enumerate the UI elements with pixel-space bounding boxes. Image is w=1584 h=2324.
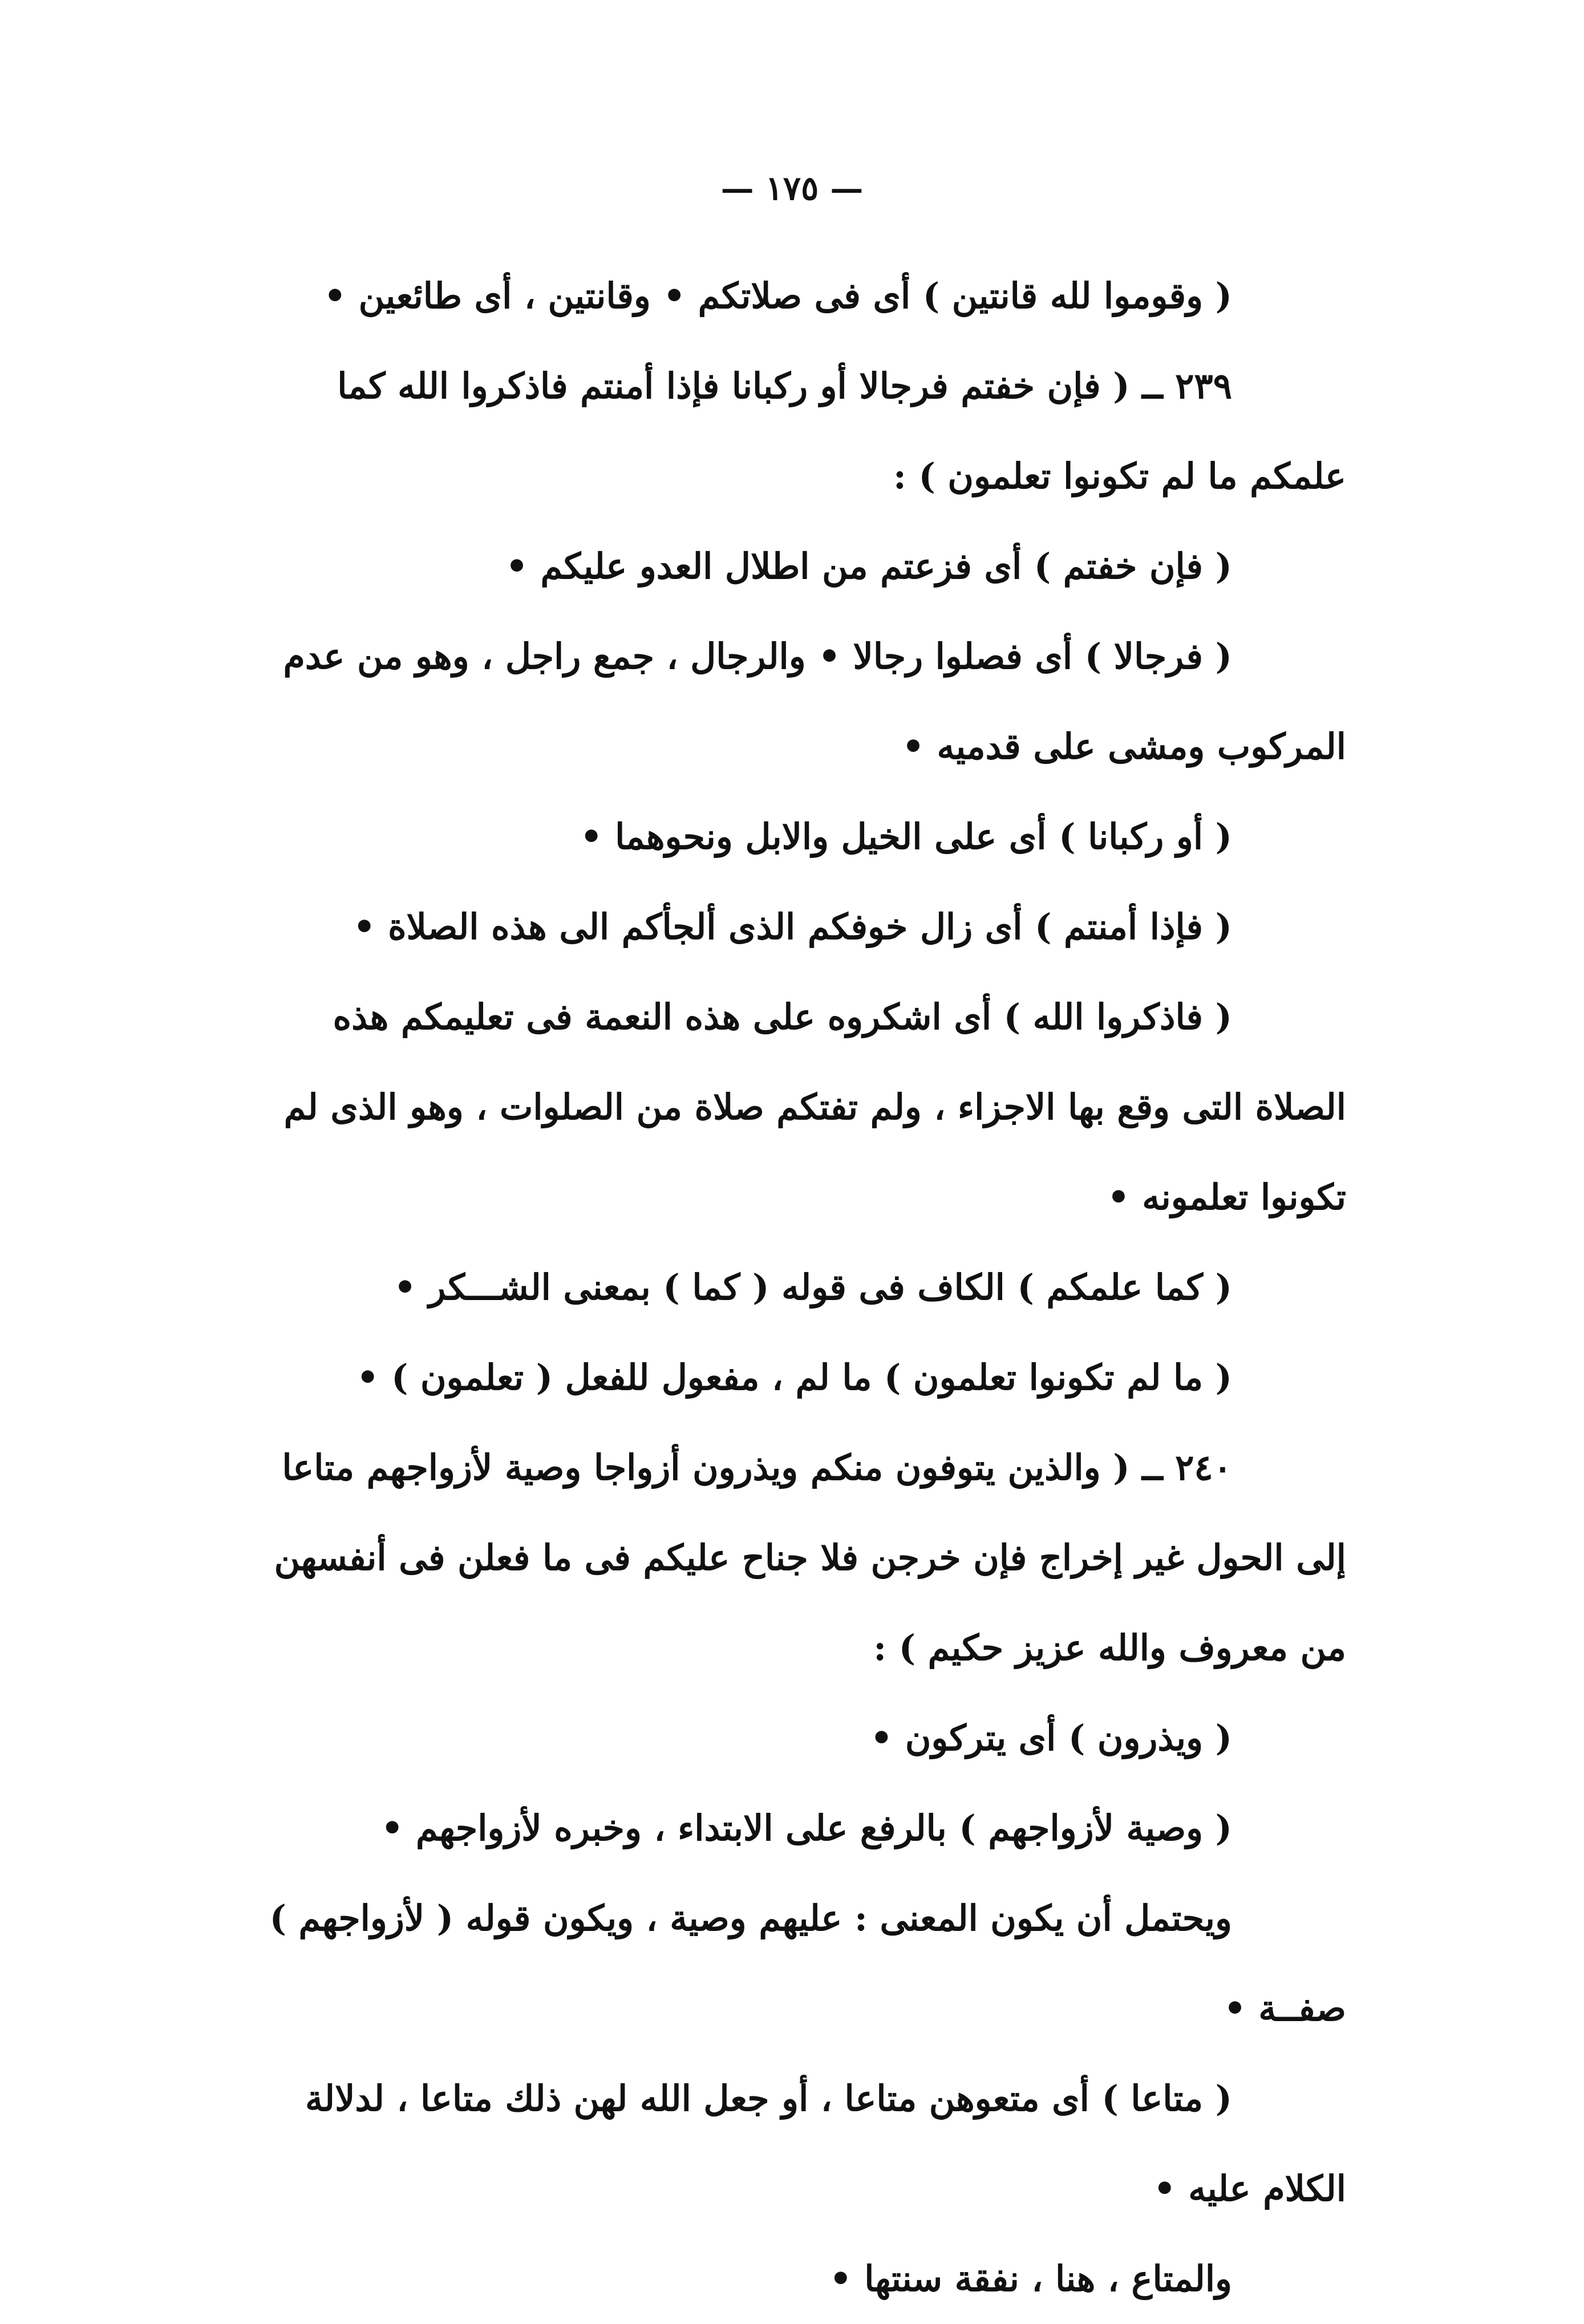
paragraph: والمتاع ، هنا ، نفقة سنتها • — [829, 2258, 1232, 2299]
paragraph: ويحتمل أن يكون المعنى : عليهم وصية ، ويكون قوله ( لأزواجهم ) صفــة • — [269, 1897, 1346, 2029]
paragraph: ( فرجالا ) أى فصلوا رجالا • والرجال ، جمع راجل ، وهو من عدم المركوب ومشى على قدميه • — [283, 635, 1346, 767]
paragraph: ( ما لم تكونوا تعلمون ) ما لم ، مفعول للفعل ( تعلمون ) • — [356, 1357, 1232, 1398]
paragraph: ( فإن خفتم ) أى فزعتم من اطلال العدو عليكم • — [505, 545, 1232, 587]
paragraph: ( أو ركبانا ) أى على الخيل والابل ونحوهما • — [580, 816, 1232, 857]
paragraph: ( وقوموا لله قانتين ) أى فى صلاتكم • وقانتين ، أى طائعين • — [323, 275, 1232, 317]
paragraph: ( فإذا أمنتم ) أى زال خوفكم الذى ألجأكم الى هذه الصلاة • — [353, 906, 1232, 948]
verse-paragraph: ٢٤٠ ــ ( والذين يتوفون منكم ويذرون أزواجا وصية لأزواجهم متاعا إلى الحول غير إخراج فإن خرجن فلا جناح عليكم فى ما فعلن فى أنفسهن من معروف والله عزيز حكيم ) : — [274, 1447, 1346, 1669]
paragraph: ( ويذرون ) أى يتركون • — [870, 1717, 1232, 1759]
verse-paragraph: ٢٣٩ ــ ( فإن خفتم فرجالا أو ركبانا فإذا أمنتم فاذكروا الله كما علمكم ما لم تكونوا تعلمون ) : — [337, 365, 1346, 497]
paragraph: ( فاذكروا الله ) أى اشكروه على هذه النعمة فى تعليمكم هذه الصلاة التى وقع بها الاجزاء ، ولم تفتكم صلاة من الصلوات ، وهو الذى لم تكونوا تعلمونه • — [283, 996, 1346, 1218]
paragraph: ( وصية لأزواجهم ) بالرفع على الابتداء ، وخبره لأزواجهم • — [380, 1807, 1232, 1849]
page-body — [251, 251, 1346, 2324]
page-number: — ١٧٥ — — [720, 169, 864, 208]
paragraph: ( متاعا ) أى متعوهن متاعا ، أو جعل الله لهن ذلك متاعا ، لدلالة الكلام عليه • — [305, 2078, 1346, 2209]
paragraph: ( كما علمكم ) الكاف فى قوله ( كما ) بمعنى الشـــكر • — [394, 1266, 1232, 1308]
